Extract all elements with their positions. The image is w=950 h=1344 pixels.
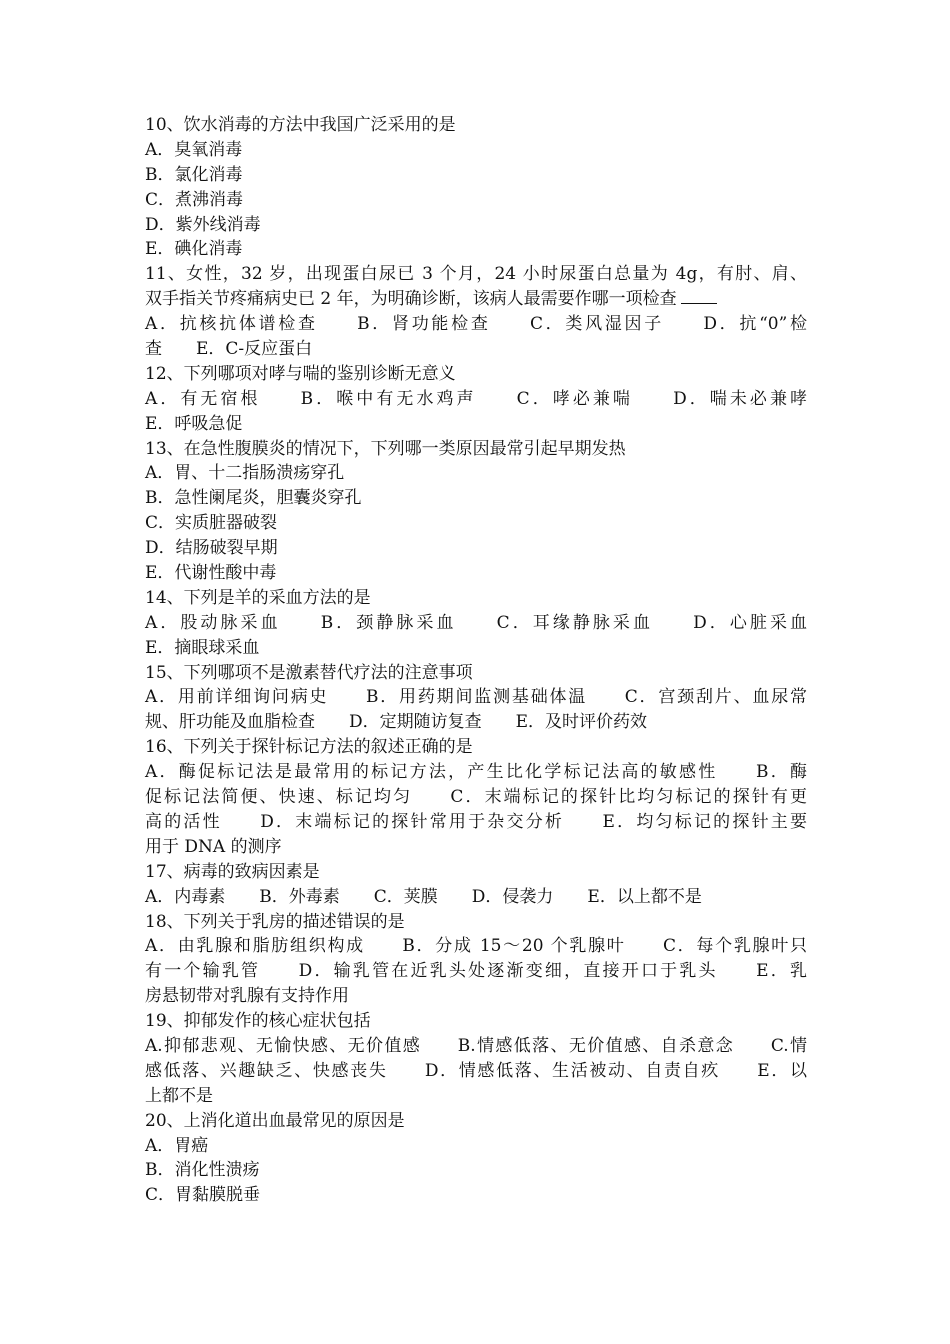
question-19-stem: 19、抑郁发作的核心症状包括 bbox=[145, 1011, 371, 1032]
question-list bbox=[145, 113, 807, 1208]
question-12-options-line2: E．呼吸急促 bbox=[145, 413, 243, 434]
question-18-options-line3: 房悬韧带对乳腺有支持作用 bbox=[145, 986, 349, 1007]
question-17-stem: 17、病毒的致病因素是 bbox=[145, 861, 320, 882]
question-12-options-line1: A．有无宿根 B．喉中有无水鸡声 C．哮必兼喘 D．喘未必兼哮 bbox=[145, 388, 807, 409]
question-20-option-c: C．胃黏膜脱垂 bbox=[145, 1185, 261, 1206]
question-12-stem: 12、下列哪项对哮与喘的鉴别诊断无意义 bbox=[145, 363, 456, 384]
question-14-stem: 14、下列是羊的采血方法的是 bbox=[145, 587, 371, 608]
question-20-option-b: B．消化性溃疡 bbox=[145, 1160, 260, 1181]
question-13-option-b: B．急性阑尾炎，胆囊炎穿孔 bbox=[145, 488, 362, 509]
question-18-options-line1: A．由乳腺和脂肪组织构成 B．分成 15～20 个乳腺叶 C．每个乳腺叶只 bbox=[145, 936, 807, 957]
question-11-options-line1: A．抗核抗体谱检查 B．肾功能检查 C．类风湿因子 D．抗“0”检 bbox=[145, 314, 807, 335]
question-13-option-d: D．结肠破裂早期 bbox=[145, 538, 278, 559]
question-11-stem-text: 双手指关节疼痛病史已 2 年，为明确诊断，该病人最需要作哪一项检查 bbox=[145, 289, 677, 310]
question-19-options-line1: A.抑郁悲观、无愉快感、无价值感 B.情感低落、无价值感、自杀意念 C.情 bbox=[145, 1035, 807, 1056]
question-11-options-line2: 查 E．C-反应蛋白 bbox=[145, 339, 313, 360]
question-15-options-line1: A．用前详细询问病史 B．用药期间监测基础体温 C．宫颈刮片、血尿常 bbox=[145, 687, 807, 708]
question-10-option-c: C．煮沸消毒 bbox=[145, 189, 244, 210]
question-16-stem: 16、下列关于探针标记方法的叙述正确的是 bbox=[145, 737, 473, 758]
question-10-option-d: D．紫外线消毒 bbox=[145, 214, 261, 235]
question-16-options-line3: 高的活性 D．末端标记的探针常用于杂交分析 E．均匀标记的探针主要 bbox=[145, 811, 807, 832]
question-19-options-line3: 上都不是 bbox=[145, 1085, 213, 1106]
question-16-options-line4: 用于 DNA 的测序 bbox=[145, 836, 282, 857]
question-10-stem: 10、饮水消毒的方法中我国广泛采用的是 bbox=[145, 115, 456, 135]
question-16-options-line2: 促标记法简便、快速、标记均匀 C．末端标记的探针比均匀标记的探针有更 bbox=[145, 787, 807, 808]
question-13-option-e: E．代谢性酸中毒 bbox=[145, 563, 277, 584]
question-11-stem-line1: 11、女性，32 岁，出现蛋白尿已 3 个月，24 小时尿蛋白总量为 4g，有肘、肩、 bbox=[145, 264, 807, 285]
question-14-options-line2: E．摘眼球采血 bbox=[145, 637, 260, 658]
question-16-options-line1: A．酶促标记法是最常用的标记方法，产生比化学标记法高的敏感性 B．酶 bbox=[145, 762, 807, 783]
question-10-option-a: A．臭氧消毒 bbox=[145, 139, 243, 160]
question-15-options-line2: 规、肝功能及血脂检查 D．定期随访复查 E．及时评价药效 bbox=[145, 712, 648, 733]
question-20-stem: 20、上消化道出血最常见的原因是 bbox=[145, 1110, 405, 1131]
question-13-option-a: A．胃、十二指肠溃疡穿孔 bbox=[145, 463, 345, 484]
question-18-stem: 18、下列关于乳房的描述错误的是 bbox=[145, 911, 405, 932]
question-17-options: A．内毒素 B．外毒素 C．荚膜 D．侵袭力 E．以上都不是 bbox=[145, 886, 702, 907]
question-13-stem: 13、在急性腹膜炎的情况下，下列哪一类原因最常引起早期发热 bbox=[145, 438, 626, 459]
answer-blank bbox=[681, 289, 717, 304]
question-20-option-a: A．胃癌 bbox=[145, 1135, 209, 1156]
question-11-stem-line2 bbox=[145, 287, 807, 312]
question-10-option-e: E．碘化消毒 bbox=[145, 239, 243, 260]
question-10-option-b: B．氯化消毒 bbox=[145, 164, 243, 185]
question-14-options-line1: A．股动脉采血 B．颈静脉采血 C．耳缘静脉采血 D．心脏采血 bbox=[145, 612, 807, 633]
question-18-options-line2: 有一个输乳管 D．输乳管在近乳头处逐渐变细，直接开口于乳头 E．乳 bbox=[145, 961, 807, 982]
question-15-stem: 15、下列哪项不是激素替代疗法的注意事项 bbox=[145, 662, 473, 683]
question-13-option-c: C．实质脏器破裂 bbox=[145, 513, 278, 534]
question-19-options-line2: 感低落、兴趣缺乏、快感丧失 D．情感低落、生活被动、自责自疚 E．以 bbox=[145, 1060, 807, 1081]
